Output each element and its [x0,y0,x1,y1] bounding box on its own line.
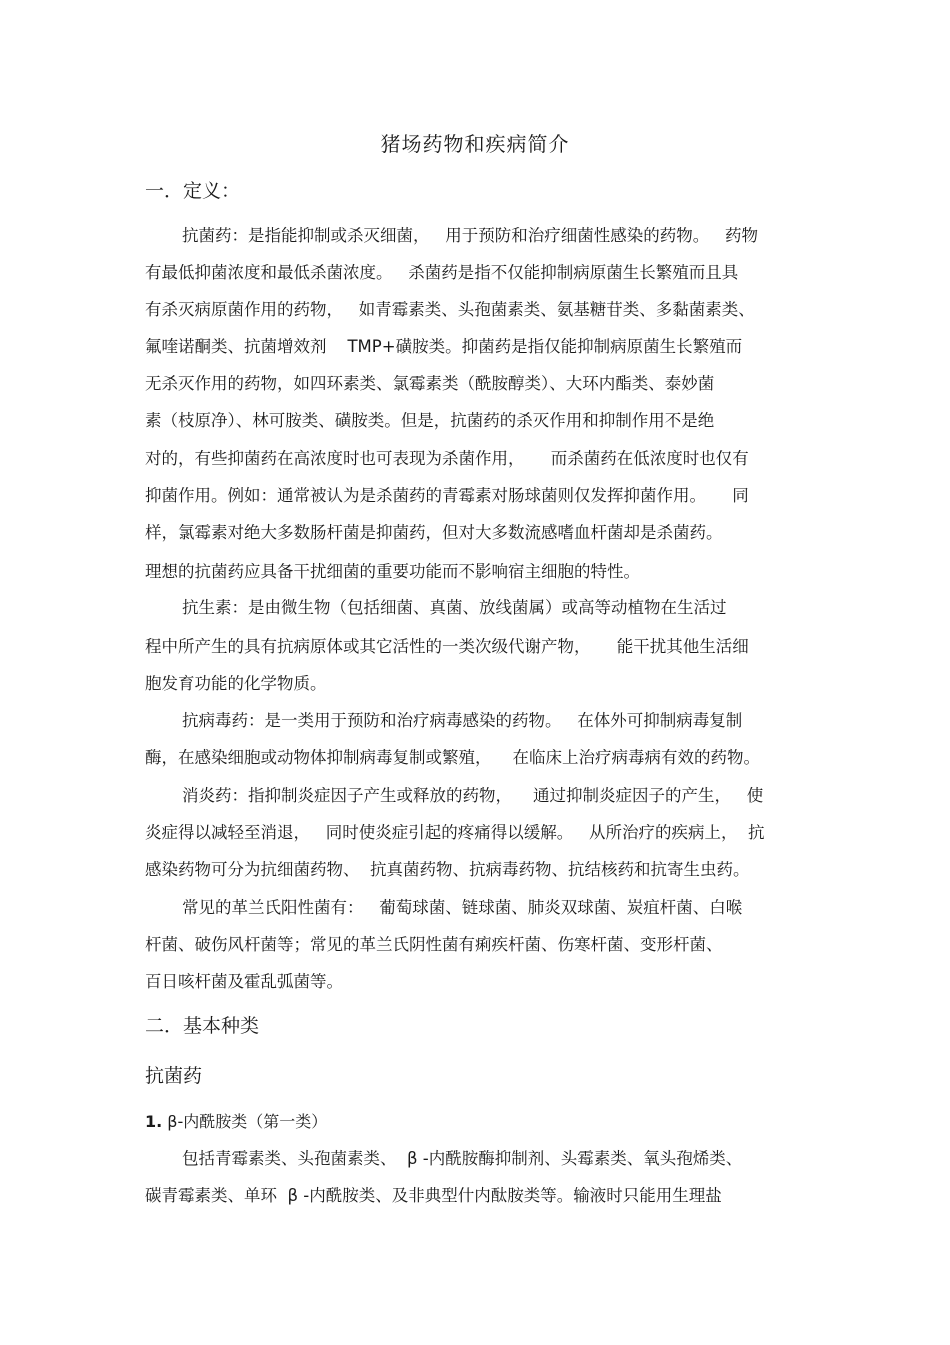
section-heading-basic-types: 二．基本种类 [145,1015,260,1037]
paragraph-line: 包括青霉素类、头孢菌素类、 β -内酰胺酶抑制剂、头霉素类、氧头孢烯类、 [182,1149,743,1168]
paragraph-line: 样，氯霉素对绝大多数肠杆菌是抑菌药，但对大多数流感嗜血杆菌却是杀菌药。 [145,523,723,542]
paragraph-line: 消炎药：指抑制炎症因子产生或释放的药物， 通过抑制炎症因子的产生， 使 [182,786,764,805]
paragraph-line: 有杀灭病原菌作用的药物， 如青霉素类、头孢菌素类、氨基糖苷类、多黏菌素类、 [145,300,755,319]
paragraph-line: 无杀灭作用的药物，如四环素类、氯霉素类（酰胺醇类）、大环内酯类、泰妙菌 [145,374,715,393]
section-heading-definition: 一．定义： [145,180,241,202]
subsection-heading-antibacterial: 抗菌药 [145,1065,203,1087]
list-item-title: β-内酰胺类（第一类） [162,1112,328,1131]
paragraph-line: 抗生素：是由微生物（包括细菌、真菌、放线菌属）或高等动植物在生活过 [182,598,727,617]
paragraph-line: 百日咳杆菌及霍乱弧菌等。 [145,972,343,991]
paragraph-line: 抗病毒药：是一类用于预防和治疗病毒感染的药物。 在体外可抑制病毒复制 [182,711,743,730]
paragraph-line: 常见的革兰氏阳性菌有： 葡萄球菌、链球菌、肺炎双球菌、炭疽杆菌、白喉 [182,898,743,917]
paragraph-line: 碳青霉素类、单环 β -内酰胺类、及非典型什内酞胺类等。输液时只能用生理盐 [145,1186,722,1205]
paragraph-line: 程中所产生的具有抗病原体或其它活性的一类次级代谢产物， 能干扰其他生活细 [145,637,749,656]
paragraph-line: 理想的抗菌药应具备干扰细菌的重要功能而不影响宿主细胞的特性。 [145,562,640,581]
list-item-heading [145,1111,327,1133]
paragraph-line: 胞发育功能的化学物质。 [145,674,327,693]
paragraph-line: 有最低抑菌浓度和最低杀菌浓度。 杀菌药是指不仅能抑制病原菌生长繁殖而且具 [145,263,739,282]
paragraph-line: 抗菌药：是指能抑制或杀灭细菌， 用于预防和治疗细菌性感染的药物。 药物 [182,226,758,245]
paragraph-line: 感染药物可分为抗细菌药物、 抗真菌药物、抗病毒药物、抗结核药和抗寄生虫药。 [145,860,750,879]
list-item-number: 1. [145,1112,163,1131]
paragraph-line: 对的，有些抑菌药在高浓度时也可表现为杀菌作用， 而杀菌药在低浓度时也仅有 [145,449,749,468]
paragraph-line: 素（枝原净）、林可胺类、磺胺类。但是，抗菌药的杀灭作用和抑制作用不是绝 [145,411,715,430]
paragraph-line: 抑菌作用。例如：通常被认为是杀菌药的青霉素对肠球菌则仅发挥抑菌作用。 同 [145,486,749,505]
paragraph-line: 杆菌、破伤风杆菌等；常见的革兰氏阴性菌有痢疾杆菌、伤寒杆菌、变形杆菌、 [145,935,723,954]
paragraph-line: 炎症得以减轻至消退， 同时使炎症引起的疼痛得以缓解。 从所治疗的疾病上， 抗 [145,823,765,842]
document-title: 猪场药物和疾病简介 [380,132,570,156]
paragraph-line: 氟喹诺酮类、抗菌增效剂 TMP+磺胺类。抑菌药是指仅能抑制病原菌生长繁殖而 [145,337,743,356]
paragraph-line: 酶，在感染细胞或动物体抑制病毒复制或繁殖， 在临床上治疗病毒病有效的药物。 [145,748,760,767]
